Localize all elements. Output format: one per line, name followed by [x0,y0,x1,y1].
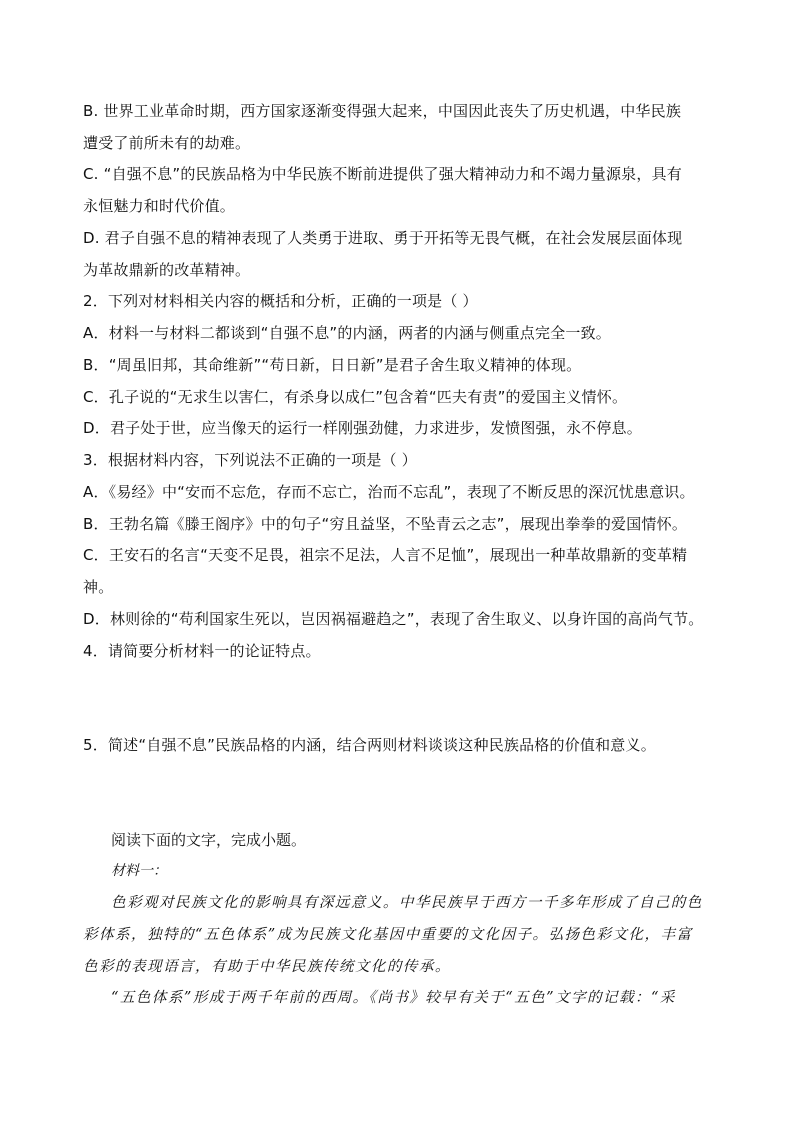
option-b-line-2: 遭受了前所未有的劫难。 [83,134,251,152]
question-4: 4．请简要分析材料一的论证特点。 [83,642,321,660]
q3-option-c-line-1: C．王安石的名言“天变不足畏，祖宗不足法，人言不足恤”，展现出一种革故鼎新的变革精 [83,546,688,564]
option-c-line-2: 永恒魅力和时代价值。 [83,197,236,215]
q2-option-c: C．孔子说的“无求生以害仁，有杀身以成仁”包含着“匹夫有责”的爱国主义情怀。 [83,388,628,406]
option-c-line-1: C. “自强不息”的民族品格为中华民族不断前进提供了强大精神动力和不竭力量源泉，具有 [83,165,682,183]
question-2: 2．下列对材料相关内容的概括和分析，正确的一项是（ ） [83,292,478,310]
q3-option-c-line-2: 神。 [83,578,114,596]
option-b-line-1: B. 世界工业革命时期，西方国家逐渐变得强大起来，中国因此丧失了历史机遇，中华民族 [83,102,682,120]
passage-line-2: 彩体系，独特的“五色体系”成为民族文化基因中重要的文化因子。弘扬色彩文化，丰富 [83,926,693,943]
passage-line-4: “五色体系”形成于两千年前的西周。《尚书》较早有关于“五色”文字的记载：“采 [111,989,676,1006]
q2-option-d: D．君子处于世，应当像天的运行一样刚强劲健，力求进步，发愤图强，永不停息。 [83,419,642,437]
reading-instructions: 阅读下面的文字，完成小题。 [111,831,307,849]
material-label: 材料一： [111,863,167,879]
q3-option-d: D．林则徐的“苟利国家生死以，岂因祸福避趋之”，表现了舍生取义、以身许国的高尚气节。 [83,610,704,628]
passage-line-1: 色彩观对民族文化的影响具有深远意义。中华民族早于西方一千多年形成了自己的色 [111,894,703,911]
option-d-line-2: 为革故鼎新的改革精神。 [83,261,251,279]
option-d-line-1: D. 君子自强不息的精神表现了人类勇于进取、勇于开拓等无畏气概，在社会发展层面体现 [83,229,683,247]
q3-option-b: B．王勃名篇《滕王阁序》中的句子“穷且益坚，不坠青云之志”，展现出拳拳的爱国情怀。 [83,515,688,533]
q3-option-a: A．《易经》中“安而不忘危，存而不忘亡，治而不忘乱”，表现了不断反思的深沉忧患意识。 [83,483,695,501]
question-5: 5．简述“自强不息”民族品格的内涵，结合两则材料谈谈这种民族品格的价值和意义。 [83,736,656,754]
q2-option-a: A．材料一与材料二都谈到“自强不息”的内涵，两者的内涵与侧重点完全一致。 [83,324,612,342]
q2-option-b: B．“周虽旧邦，其命维新”“苟日新，日日新”是君子舍生取义精神的体现。 [83,356,582,374]
passage-line-3: 色彩的表现语言，有助于中华民族传统文化的传承。 [83,958,451,975]
question-3: 3．根据材料内容，下列说法不正确的一项是（ ） [83,451,417,469]
